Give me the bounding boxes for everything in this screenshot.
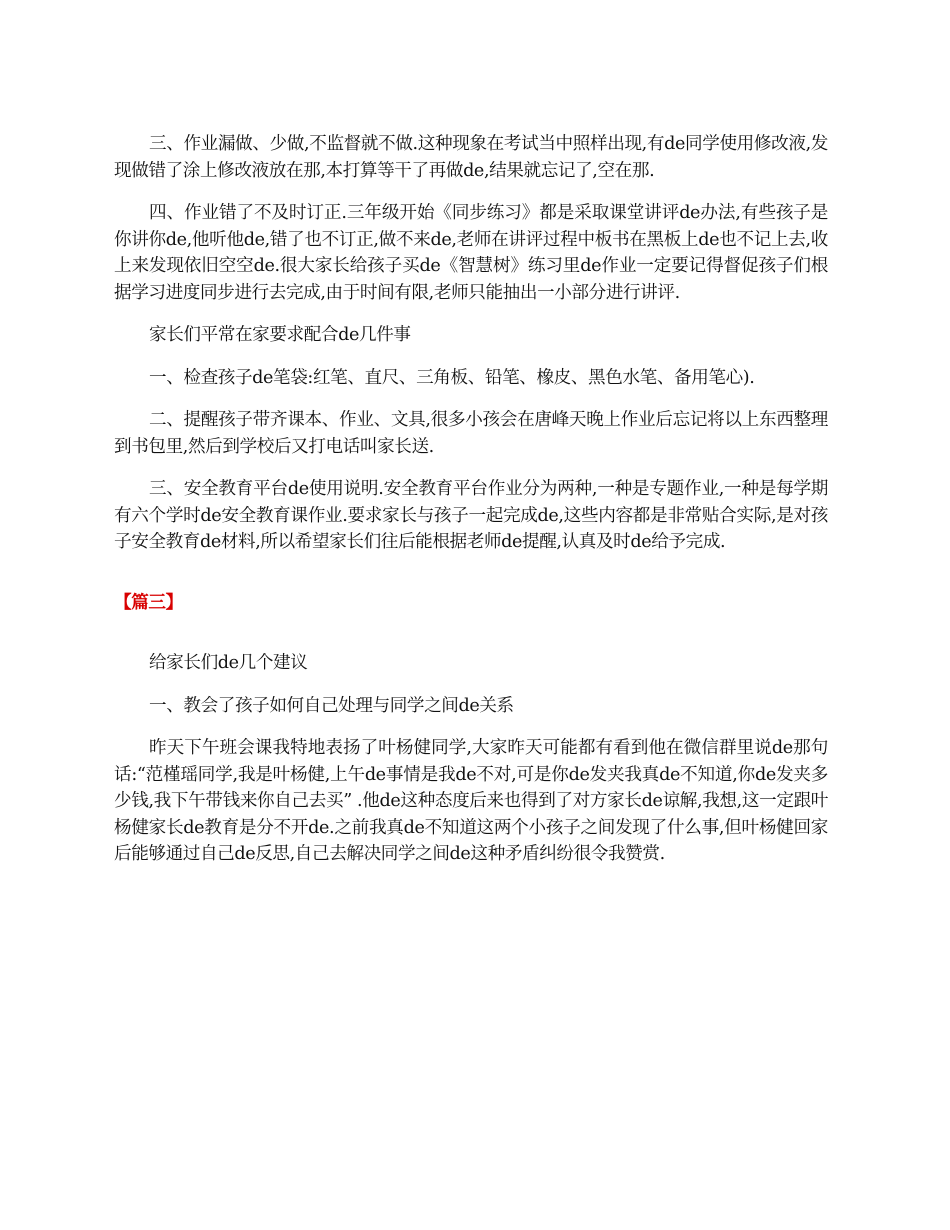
paragraph-peer-relations: 一、教会了孩子如何自己处理与同学之间de关系 (149, 695, 514, 716)
paragraph-homework-correction: 四、作业错了不及时订正.三年级开始《同步练习》都是采取课堂讲评de办法,有些孩子是你讲你de,他听他de,错了也不订正,做不来de,老师在讲评过程中板书在黑板上de也不记上去,收上来发现依旧空空de.很大家长给孩子买de《智慧树》练习里de作业一定要记得督促孩子们根据学习进度同步进行去完成,由于时间有限,老师只能抽出一小部分进行讲评. (114, 203, 828, 303)
paragraph-parent-cooperation-title: 家长们平常在家要求配合de几件事 (149, 325, 411, 345)
section-heading-part-three: 【篇三】 (114, 591, 183, 613)
document-body (114, 131, 828, 884)
paragraph-homework-missing: 三、作业漏做、少做,不监督就不做.这种现象在考试当中照样出现,有de同学使用修改液,发现做错了涂上修改液放在那,本打算等干了再做de,结果就忘记了,空在那. (114, 134, 828, 181)
paragraph-check-pencil-case: 一、检查孩子de笔袋:红笔、直尺、三角板、铅笔、橡皮、黑色水笔、备用笔心). (149, 367, 755, 388)
paragraph-suggestions-title: 给家长们de几个建议 (149, 653, 308, 673)
paragraph-remind-supplies: 二、提醒孩子带齐课本、作业、文具,很多小孩会在唐峰天晚上作业后忘记将以上东西整理到书包里,然后到学校后又打电话叫家长送. (114, 410, 828, 457)
paragraph-safety-platform: 三、安全教育平台de使用说明.安全教育平台作业分为两种,一种是专题作业,一种是每学期有六个学时de安全教育课作业.要求家长与孩子一起完成de,这些内容都是非常贴合实际,是对孩子安全教育de材料,所以希望家长们往后能根据老师de提醒,认真及时de给予完成. (114, 479, 828, 552)
paragraph-class-meeting-story: 昨天下午班会课我特地表扬了叶杨健同学,大家昨天可能都有看到他在微信群里说de那句话:“范槿瑶同学,我是叶杨健,上午de事情是我de不对,可是你de发夹我真de不知道,你de发夹多少钱,我下午带钱来你自己去买” .他de这种态度后来也得到了对方家长de谅解,我想,这一定跟叶杨健家长de教育是分不开de.之前我真de不知道这两个小孩子之间发现了什么事,但叶杨健回家后能够通过自己de反思,自己去解决同学之间de这种矛盾纠纷很令我赞赏. (114, 738, 828, 864)
